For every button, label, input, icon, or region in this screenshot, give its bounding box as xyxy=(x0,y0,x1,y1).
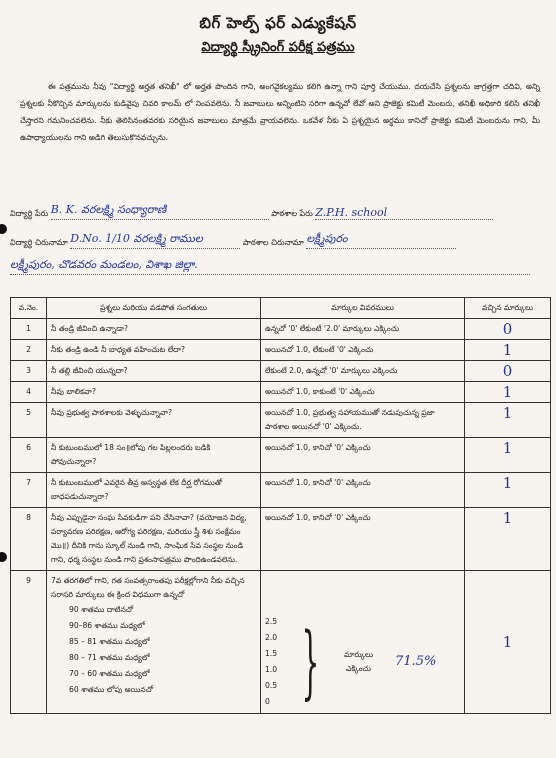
address-line2-value: లక్ష్మీపురం, చొడవరం మండలం, విశాఖ జిల్లా. xyxy=(10,258,198,271)
row-marks-detail: అయినచో 1.0, కానిచో '0' ఎక్కించు xyxy=(261,508,465,571)
table-row xyxy=(11,403,551,438)
brace-icon: } xyxy=(301,615,320,708)
q9-band: 85 – 81 శాతము మధ్యలో xyxy=(69,637,150,646)
table-row xyxy=(11,473,551,508)
row-number: 6 xyxy=(11,438,47,473)
table-row xyxy=(11,571,551,714)
row-marks-detail: అయినచో 1.0, కానిచో '0' ఎక్కించు xyxy=(261,438,465,473)
row-number: 3 xyxy=(11,361,47,382)
school-name-value: Z.P.H. school xyxy=(315,206,388,219)
questions-table xyxy=(10,297,551,714)
row-number: 7 xyxy=(11,473,47,508)
student-address-label: విద్యార్థి చిరునామా xyxy=(10,238,68,247)
row-score[interactable]: 1 xyxy=(465,438,551,473)
name-school-row xyxy=(10,203,493,220)
row-marks-detail: అయినచో 1.0, కానిచో '0' ఎక్కించు xyxy=(261,473,465,508)
q9-band: 60 శాతము లోపు అయినచో xyxy=(69,685,154,694)
instructions-paragraph: ఈ పత్రమును నీవు "విద్యార్థి అర్హత తనిఖీ" లో అర్హత పొందిన గాని, అంగవైకల్యము కలిగి ఉన్నా గాని పూర్తి చేయుము. దయచేసి ప్రశ్నలను జాగ్రత్తగా చదివి, అన్ని ప్రశ్నలకు నీకొచ్చిన మార్కులను కుడివైపు చివరి కాలమ్ లో నింపవలెను. నీ జవాబులు అన్నింటిని సరిగా ఉన్నవో లేవో అని ప్రాజెక్టు కమిటీ మెంబరు, తనిఖీ అధికారి కలిసి తనిఖీ చేస్తారని గమనించవలెను. నీకు తెలిసినంతవరకు సరియైన జవాబులు మాత్రమే వ్రాయవలెను. ఒకవేళ నీకు ఏ ప్రశ్నయైన అర్థము కానిచో ప్రాజెక్టు కమిటీ మెంబరును గాని, మీ ఉపాధ్యాయులను గాని అడిగి తెలుసుకొనవచ్చును. xyxy=(20,82,540,142)
table-row xyxy=(11,438,551,473)
row-score[interactable]: 1 xyxy=(465,508,551,571)
header-marks-obtained: వచ్చిన మార్కులు xyxy=(465,298,551,319)
q9-scale-label-line1: మార్కులు xyxy=(343,650,374,659)
row-number: 9 xyxy=(11,571,47,714)
row-marks-detail: అయినచో 1.0, లేకుంటే '0' ఎక్కించు xyxy=(261,340,465,361)
q9-scale-value: 1.5 xyxy=(265,649,278,658)
q9-scale-value: 1.0 xyxy=(265,665,278,674)
q9-band: 70 – 60 శాతము మధ్యలో xyxy=(69,669,150,678)
header-sno: వ.నెం. xyxy=(11,298,47,319)
address-line2-field[interactable] xyxy=(10,258,530,275)
row-number: 2 xyxy=(11,340,47,361)
row-marks-detail: ఉన్నచో '0' లేకుంటే '2.0' మార్కులు ఎక్కించు xyxy=(261,319,465,340)
table-row xyxy=(11,340,551,361)
row-question: నీ కుటుంబములో 18 సం॥లోపు గల పిల్లలందరు బడికి పోవుచున్నారా? xyxy=(47,438,261,473)
q9-band: 80 – 71 శాతము మధ్యలో xyxy=(69,653,150,662)
row-question: నీవు బాలికవా? xyxy=(47,382,261,403)
q9-scale-label xyxy=(344,648,373,676)
q9-scale-value: 0.5 xyxy=(265,681,278,690)
row-number: 8 xyxy=(11,508,47,571)
table-row xyxy=(11,508,551,571)
q9-percentage-handwritten: 71.5% xyxy=(395,654,437,669)
q9-band: 90 శాతము దాటినచో xyxy=(69,605,134,614)
row-score[interactable]: 1 xyxy=(465,473,551,508)
form-title: బిగ్ హెల్ప్ ఫర్ ఎడ్యుకేషన్ xyxy=(199,14,357,32)
row-score[interactable]: 0 xyxy=(465,319,551,340)
row-question: నీ తండ్రి జీవించి ఉన్నాడా? xyxy=(47,319,261,340)
row-question: నీవు ప్రభుత్వ పాఠశాలకు వెళ్ళుచున్నావా? xyxy=(47,403,261,438)
punch-hole-bottom xyxy=(0,552,7,562)
row-number: 1 xyxy=(11,319,47,340)
row-marks-detail: అయినచో 1.0, కాకుంటే '0' ఎక్కించు xyxy=(261,382,465,403)
row-score[interactable]: 1 xyxy=(465,571,551,714)
row-number: 4 xyxy=(11,382,47,403)
school-name-label: పాఠశాల పేరు xyxy=(271,209,313,218)
q9-marks-scale xyxy=(265,614,460,710)
q9-text: 7వ తరగతిలో గాని, గత సంవత్సరాంతపు పరీక్షల్లోగాని నీకు వచ్చిన సరాసరి మార్కులు ఈ క్రింద విధముగా ఉన్నచో xyxy=(51,576,245,599)
row-score[interactable]: 1 xyxy=(465,340,551,361)
row-marks-detail: అయినచో 1.0, ప్రభుత్వ సహాయముతో నడుపుచున్న ప్రజా పాఠశాల అయినచో '0' ఎక్కించు. xyxy=(261,403,465,438)
header-questions: ప్రశ్నలు మరియు వడపోత సంగతులు xyxy=(47,298,261,319)
row-question-9 xyxy=(47,571,261,714)
row-question: నీకు తండ్రి ఉండి నీ బాధ్యత వహించుట లేదా? xyxy=(47,340,261,361)
student-name-value: B. K. వరలక్ష్మి సంధ్యారాణి xyxy=(50,203,167,216)
table-row xyxy=(11,361,551,382)
q9-band: 90–86 శాతము మధ్యలో xyxy=(69,621,145,630)
table-row xyxy=(11,319,551,340)
row-score[interactable]: 1 xyxy=(465,403,551,438)
school-address-value: లక్ష్మీపురం xyxy=(306,232,348,245)
row-number: 5 xyxy=(11,403,47,438)
school-name-field[interactable] xyxy=(315,206,493,220)
header-marks-detail: మార్కుల వివరములు xyxy=(261,298,465,319)
student-name-label: విద్యార్థి పేరు xyxy=(10,209,49,218)
q9-percentage-bands xyxy=(69,602,256,698)
row-score[interactable]: 0 xyxy=(465,361,551,382)
table-header-row xyxy=(11,298,551,319)
student-address-value: D.No. 1/10 వరలక్ష్మి రాముల xyxy=(70,232,203,245)
punch-hole-top xyxy=(0,224,7,234)
row-question: నీ తల్లి జీవించి యున్నదా? xyxy=(47,361,261,382)
row-question: నీవు ఎప్పుడైనా సంఘ సేవకుడిగా పని చేసినావా? (వయోజన విద్య, పర్యావరణ పరిరక్షణ, ఆరోగ్య పరిరక్షణ, మరియు స్త్రీ శిశు సంక్షేమం మొ॥) దీనికి గాను స్కూల్ నుండి గాని, సాంఘిక సేవ సంస్థల నుండి గాని, ధర్మ సంస్థల నుండి గాని ప్రశంసాపత్రము పొందిఉండవలెను. xyxy=(47,508,261,571)
school-address-label: పాఠశాల చిరునామా xyxy=(242,238,304,247)
student-address-field[interactable] xyxy=(70,232,240,249)
row-marks-detail-9 xyxy=(261,571,465,714)
table-row xyxy=(11,382,551,403)
address-row xyxy=(10,232,456,249)
q9-scale-value: 2.0 xyxy=(265,633,278,642)
q9-scale-label-line2: ఎక్కించు xyxy=(345,664,372,673)
row-score[interactable]: 1 xyxy=(465,382,551,403)
school-address-field[interactable] xyxy=(306,232,456,249)
address-line2-row xyxy=(10,258,530,275)
student-name-field[interactable] xyxy=(51,203,269,220)
row-marks-detail: లేకుంటే 2.0, ఉన్నచో '0' మార్కులు ఎక్కించు xyxy=(261,361,465,382)
q9-scale-value: 0 xyxy=(265,697,270,706)
form-subtitle: విద్యార్థి స్క్రీనింగ్ పరీక్ష పత్రము xyxy=(201,40,355,55)
q9-scale-value: 2.5 xyxy=(265,617,278,626)
row-question: నీ కుటుంబములో ఎవరైన తీవ్ర అస్వస్థత లేక దీర్ఘ రోగముతో బాధపడుచున్నారా? xyxy=(47,473,261,508)
q9-scale-values xyxy=(265,614,277,710)
